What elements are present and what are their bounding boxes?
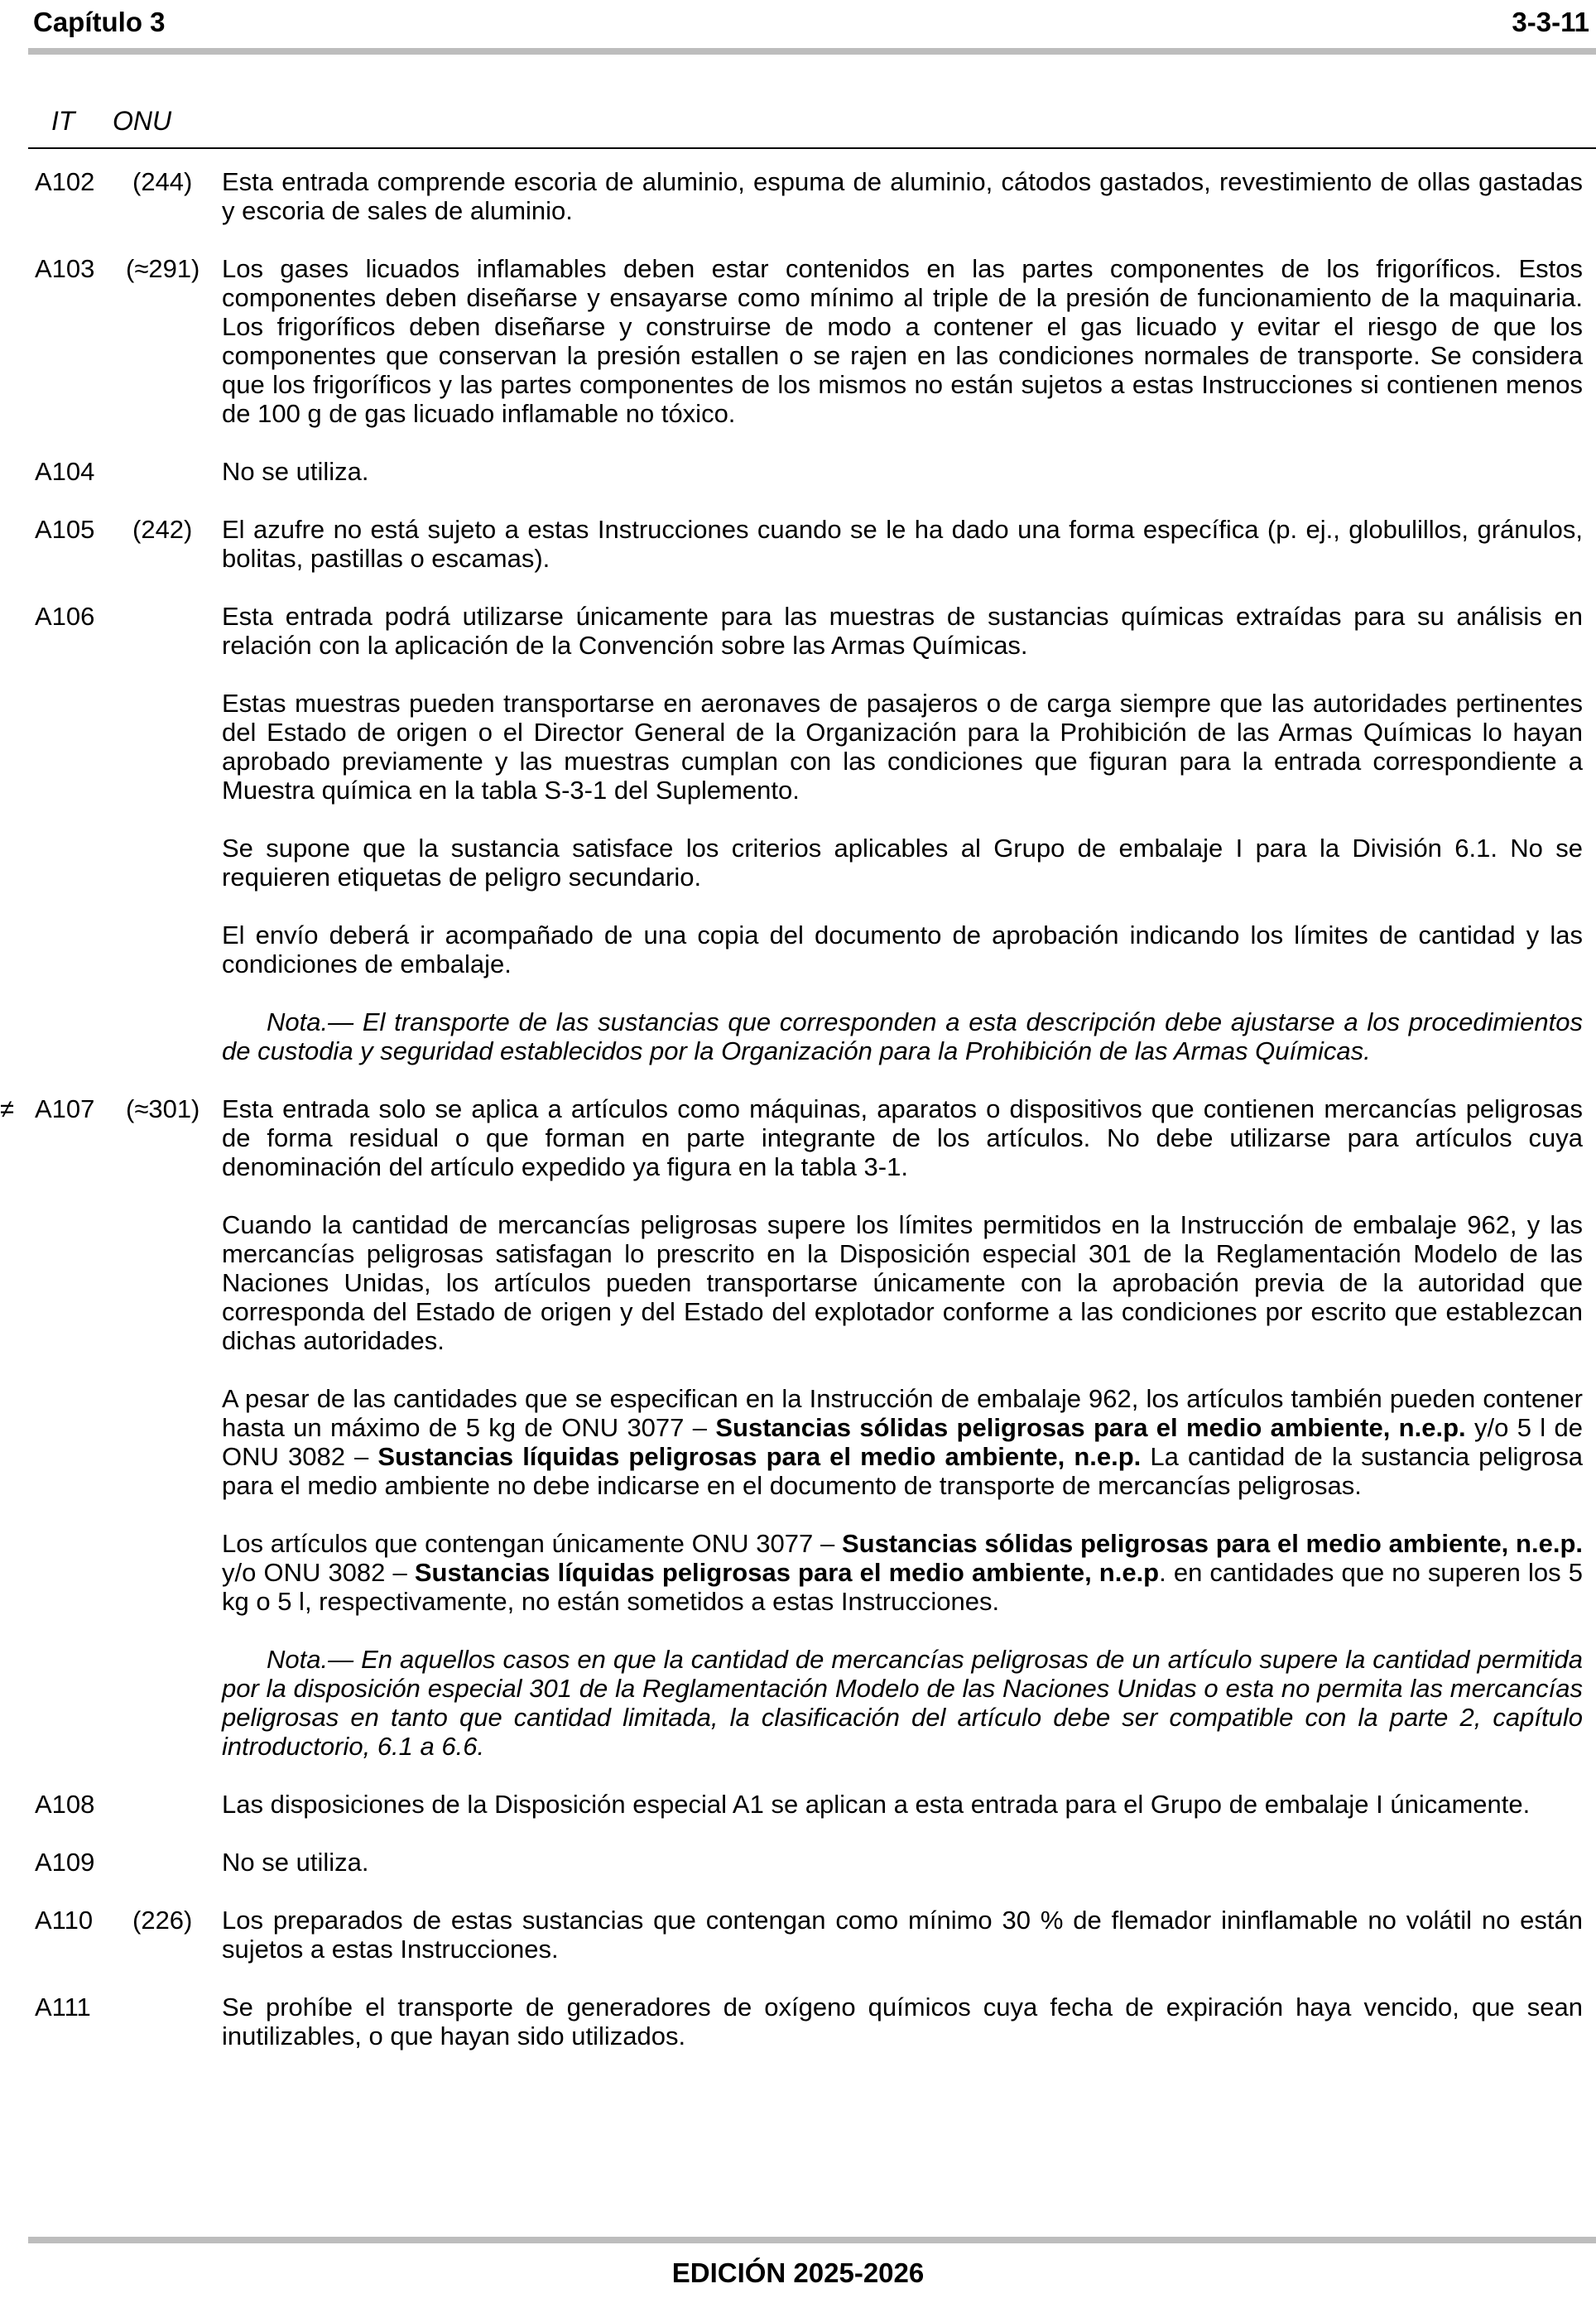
provision-a108	[0, 1790, 1596, 1819]
un-reference: (244)	[132, 167, 193, 196]
provision-code: A111	[35, 1993, 91, 2022]
provision-note: Nota.— El transporte de las sustancias que corresponden a esta descripción debe ajustarse a los procedimientos de custodia y seguridad establecidos por la Organización para la Prohibición de las Armas Químicas.	[222, 1007, 1583, 1065]
provision-text: No se utiliza.	[222, 1848, 369, 1877]
provision-a111	[0, 1993, 1596, 2050]
provision-code: A102	[35, 167, 95, 196]
column-header-un: ONU	[113, 106, 172, 136]
provision-text: El envío deberá ir acompañado de una copia del documento de aprobación indicando los límites de cantidad y las condiciones de embalaje.	[222, 921, 1583, 978]
header-rule	[28, 48, 1596, 55]
text-run: La cantidad de la sustancia peligrosa para el medio ambiente no debe indicarse en el documento de transporte de mercancías peligrosas.	[222, 1442, 1583, 1500]
provision-note: Nota.— En aquellos casos en que la cantidad de mercancías peligrosas de un artículo supere la cantidad permitida por la disposición especial 301 de la Reglamentación Modelo de las Naciones Unidas o esta no permita las mercancías peligrosas en tanto que cantidad limitada, la clasificación del artículo debe ser compatible con la parte 2, capítulo introductorio, 6.1 a 6.6.	[222, 1645, 1583, 1761]
provision-text: Se prohíbe el transporte de generadores de oxígeno químicos cuya fecha de expiración haya vencido, que sean inutilizables, o que hayan sido utilizados.	[222, 1993, 1583, 2050]
provision-a106	[0, 602, 1596, 1065]
provision-text: Los preparados de estas sustancias que contengan como mínimo 30 % de flemador ininflamable no volátil no están sujetos a estas Instrucciones.	[222, 1906, 1583, 1964]
un-reference: (≈301)	[126, 1094, 200, 1123]
provision-text: No se utiliza.	[222, 457, 369, 486]
provision-text: Los gases licuados inflamables deben estar contenidos en las partes componentes de los frigoríficos. Estos componentes deben diseñarse y ensayarse como mínimo al triple de la presión de funcionamiento de la maquinaria. Los frigoríficos deben diseñarse y construirse de modo a contener el gas licuado y evitar el riesgo de que los componentes que conservan la presión estallen o se rajen en las condiciones normales de transporte. Se considera que los frigoríficos y las partes componentes de los mismos no están sujetos a estas Instrucciones si contienen menos de 100 g de gas licuado inflamable no tóxico.	[222, 254, 1583, 428]
provision-code: A108	[35, 1790, 95, 1819]
provision-text	[222, 1529, 1583, 1616]
provision-a110	[0, 1906, 1596, 1964]
un-reference: (≈291)	[126, 254, 200, 283]
shipping-name: Sustancias líquidas peligrosas para el medio ambiente, n.e.p	[414, 1558, 1160, 1587]
provision-text: Estas muestras pueden transportarse en aeronaves de pasajeros o de carga siempre que las autoridades pertinentes del Estado de origen o el Director General de la Organización para la Prohibición de las Armas Químicas lo hayan aprobado previamente y las muestras cumplan con las condiciones que figuran para la entrada correspondiente a Muestra química en la tabla S-3-1 del Suplemento.	[222, 689, 1583, 805]
un-reference: (242)	[132, 515, 193, 544]
provision-text: Esta entrada podrá utilizarse únicamente para las muestras de sustancias químicas extraídas para su análisis en relación con la aplicación de la Convención sobre las Armas Químicas.	[222, 602, 1583, 660]
column-header-rule	[28, 147, 1596, 149]
page-number: 3-3-11	[1512, 7, 1589, 37]
provision-text: El azufre no está sujeto a estas Instrucciones cuando se le ha dado una forma específica (p. ej., globulillos, gránulos, bolitas, pastillas o escamas).	[222, 515, 1583, 573]
provision-a102	[0, 167, 1596, 225]
provision-text: Las disposiciones de la Disposición especial A1 se aplican a esta entrada para el Grupo de embalaje I únicamente.	[222, 1790, 1531, 1819]
shipping-name: Sustancias sólidas peligrosas para el medio ambiente, n.e.p.	[841, 1529, 1583, 1558]
provision-code: A109	[35, 1848, 95, 1877]
text-run: y/o ONU 3082 –	[222, 1558, 415, 1587]
shipping-name: Sustancias sólidas peligrosas para el medio ambiente, n.e.p.	[715, 1413, 1466, 1442]
edition-footer: EDICIÓN 2025-2026	[671, 2257, 925, 2288]
provision-text: Se supone que la sustancia satisface los criterios aplicables al Grupo de embalaje I para la División 6.1. No se requieren etiquetas de peligro secundario.	[222, 834, 1583, 892]
un-reference: (226)	[132, 1906, 193, 1935]
provision-text	[222, 1384, 1583, 1500]
provision-code: A105	[35, 515, 95, 544]
text-run: y/o 5 l de ONU 3082 –	[222, 1413, 1583, 1471]
provision-text: Esta entrada solo se aplica a artículos como máquinas, aparatos o dispositivos que contienen mercancías peligrosas de forma residual o que forman en parte integrante de los artículos. No debe utilizarse para artículos cuya denominación del artículo expedido ya figura en la tabla 3-1.	[222, 1094, 1583, 1181]
provisions-list	[0, 167, 1596, 2079]
text-run: A pesar de las cantidades que se especifican en la Instrucción de embalaje 962, los artículos también pueden contener hasta un máximo de 5 kg de ONU 3077 –	[222, 1384, 1583, 1442]
provision-code: A110	[35, 1906, 94, 1935]
provision-a109	[0, 1848, 1596, 1877]
provision-a103	[0, 254, 1596, 428]
chapter-title: Capítulo 3	[33, 7, 166, 37]
amendment-mark: ≠	[0, 1094, 15, 1123]
provision-a107	[0, 1094, 1596, 1761]
provision-a105	[0, 515, 1596, 573]
footer-rule	[28, 2237, 1596, 2243]
provision-code: A104	[35, 457, 95, 486]
provision-text: Esta entrada comprende escoria de aluminio, espuma de aluminio, cátodos gastados, revestimiento de ollas gastadas y escoria de sales de aluminio.	[222, 167, 1583, 225]
text-run: . en cantidades que no superen los 5 kg o 5 l, respectivamente, no están sometidos a estas Instrucciones.	[222, 1558, 1583, 1616]
text-run: Los artículos que contengan únicamente ONU 3077 –	[222, 1529, 842, 1558]
provision-code: A107	[35, 1094, 95, 1123]
provision-a104	[0, 457, 1596, 486]
provision-text: Cuando la cantidad de mercancías peligrosas supere los límites permitidos en la Instrucción de embalaje 962, y las mercancías peligrosas satisfagan lo prescrito en la Disposición especial 301 de la Reglamentación Modelo de las Naciones Unidas, los artículos pueden transportarse únicamente con la aprobación previa de la autoridad que corresponda del Estado de origen y del Estado del explotador conforme a las condiciones por escrito que establezcan dichas autoridades.	[222, 1210, 1583, 1355]
provision-code: A106	[35, 602, 95, 631]
provision-code: A103	[35, 254, 95, 283]
column-header-it: IT	[51, 106, 75, 136]
shipping-name: Sustancias líquidas peligrosas para el medio ambiente, n.e.p.	[377, 1442, 1142, 1471]
